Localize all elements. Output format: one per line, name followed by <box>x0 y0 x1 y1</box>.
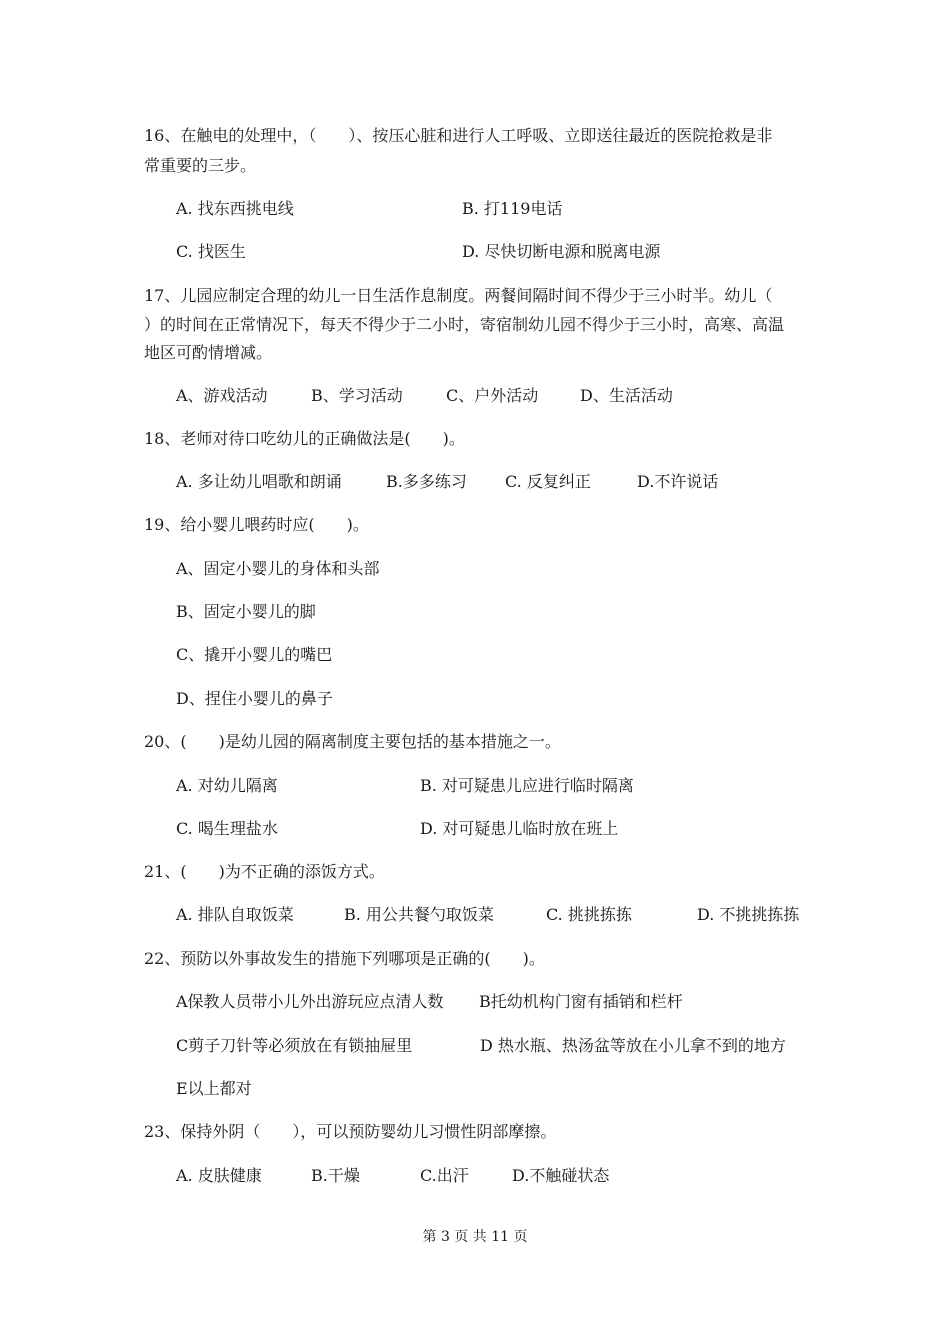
question-19-option-b: B、固定小婴儿的脚 <box>176 602 316 621</box>
question-17-line-1: 17、儿园应制定合理的幼儿一日生活作息制度。两餐间隔时间不得少于三小时半。幼儿（ <box>144 286 773 305</box>
question-16-option-b: B. 打119电话 <box>462 199 563 218</box>
question-18-option-b: B.多多练习 <box>386 472 467 491</box>
question-17-option-c: C、户外活动 <box>446 386 539 405</box>
question-17-option-d: D、生活活动 <box>580 386 673 405</box>
question-18-line-1: 18、老师对待口吃幼儿的正确做法是( )。 <box>144 429 465 448</box>
question-20-option-c: C. 喝生理盐水 <box>176 819 278 838</box>
question-23-option-b: B.干燥 <box>311 1166 360 1185</box>
page-footer: 第 3 页 共 11 页 <box>422 1229 528 1245</box>
question-20-option-a: A. 对幼儿隔离 <box>176 776 278 795</box>
question-23-option-d: D.不触碰状态 <box>512 1166 610 1185</box>
question-22-line-1: 22、预防以外事故发生的措施下列哪项是正确的( )。 <box>144 949 545 968</box>
question-19-line-1: 19、给小婴儿喂药时应( )。 <box>144 515 369 534</box>
question-16-line-2: 常重要的三步。 <box>144 156 257 175</box>
question-21-line-1: 21、( )为不正确的添饭方式。 <box>144 862 385 881</box>
question-16-option-c: C. 找医生 <box>176 242 246 261</box>
question-18-option-d: D.不许说话 <box>637 472 719 491</box>
question-20-option-d: D. 对可疑患儿临时放在班上 <box>420 819 619 838</box>
question-18-option-c: C. 反复纠正 <box>505 472 591 491</box>
question-22-option-b: B托幼机构门窗有插销和栏杆 <box>479 992 683 1011</box>
question-22-option-e: E以上都对 <box>176 1079 252 1098</box>
question-19-option-a: A、固定小婴儿的身体和头部 <box>176 559 380 578</box>
question-19-option-d: D、捏住小婴儿的鼻子 <box>176 689 333 708</box>
question-21-option-b: B. 用公共餐勺取饭菜 <box>344 905 494 924</box>
question-22-option-a: A保教人员带小儿外出游玩应点清人数 <box>176 992 444 1011</box>
question-20-line-1: 20、( )是幼儿园的隔离制度主要包括的基本措施之一。 <box>144 732 561 751</box>
question-19-option-c: C、撬开小婴儿的嘴巴 <box>176 645 333 664</box>
question-16-option-a: A. 找东西挑电线 <box>176 199 294 218</box>
question-18-option-a: A. 多让幼儿唱歌和朗诵 <box>176 472 342 491</box>
question-21-option-a: A. 排队自取饭菜 <box>176 905 294 924</box>
question-20-option-b: B. 对可疑患儿应进行临时隔离 <box>420 776 634 795</box>
question-17-option-a: A、游戏活动 <box>176 386 268 405</box>
question-23-option-c: C.出汗 <box>420 1166 469 1185</box>
question-21-option-d: D. 不挑挑拣拣 <box>697 905 800 924</box>
question-23-line-1: 23、保持外阴（ ），可以预防婴幼儿习惯性阴部摩擦。 <box>144 1122 557 1141</box>
question-17-line-3: 地区可酌情增减。 <box>144 343 273 362</box>
question-16-option-d: D. 尽快切断电源和脱离电源 <box>462 242 661 261</box>
question-17-line-2: ）的时间在正常情况下，每天不得少于二小时，寄宿制幼儿园不得少于三小时，高寒、高温 <box>144 315 785 334</box>
question-22-option-d: D 热水瓶、热汤盆等放在小儿拿不到的地方 <box>480 1036 786 1055</box>
question-22-option-c: C剪子刀针等必须放在有锁抽屉里 <box>176 1036 413 1055</box>
question-23-option-a: A. 皮肤健康 <box>176 1166 262 1185</box>
question-17-option-b: B、学习活动 <box>311 386 403 405</box>
question-16-line-1: 16、在触电的处理中，（ ）、按压心脏和进行人工呼吸、立即送往最近的医院抢救是非 <box>144 126 773 145</box>
question-21-option-c: C. 挑挑拣拣 <box>546 905 632 924</box>
